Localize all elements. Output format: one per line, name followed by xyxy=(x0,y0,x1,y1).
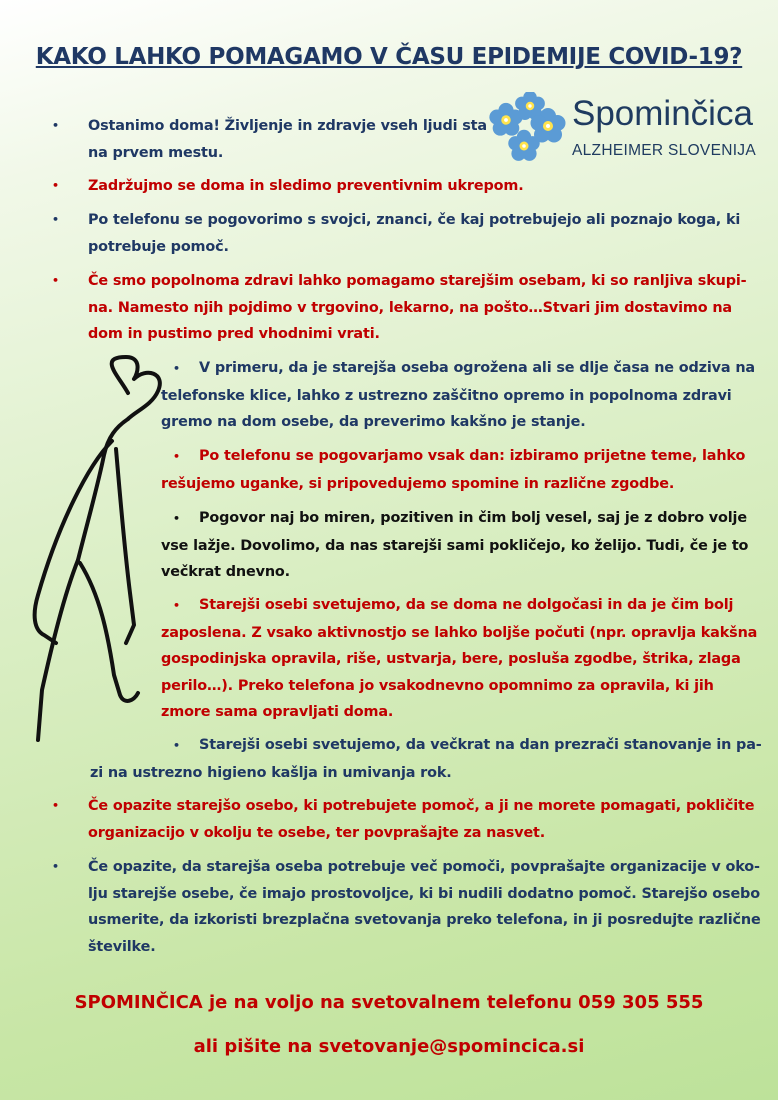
bullet-icon: • xyxy=(173,362,180,375)
email-contact-text: ali pišite na svetovanje@spomincica.si xyxy=(193,1036,585,1057)
helpline-text: SPOMINČICA je na voljo na svetovalnem telefonu 059 305 555 xyxy=(74,992,704,1013)
bullet-icon: • xyxy=(173,739,180,752)
logo-wordmark: Spominčica xyxy=(572,94,753,133)
bullet-icon: • xyxy=(173,450,180,463)
bullet-icon: • xyxy=(52,213,59,226)
list-item: • Po telefonu se pogovarjamo vsak dan: izbiramo prijetne teme, lahko rešujemo uganke, si pripovedujemo spomine in različne zgodbe. xyxy=(161,443,745,497)
list-item: • Če opazite, da starejša oseba potrebuje več pomoči, povprašajte organizacije v oko- lju starejše osebe, če imajo prostovoljce, ki bi nudili dodatno pomoč. Starejšo osebo usmerite, da izkoristi brezplačna svetovanja preko telefona, in ji posredujte različne številke. xyxy=(88,854,761,960)
bullet-icon: • xyxy=(52,799,59,812)
bullet-icon: • xyxy=(173,512,180,525)
list-item: • Pogovor naj bo miren, pozitiven in čim bolj vesel, saj je z dobro volje vse lažje. Dovolimo, da nas starejši sami pokličejo, ko želijo. Tudi, če je to večkrat dnevno. xyxy=(161,505,748,586)
stick-figure-heart-illustration xyxy=(8,345,173,745)
list-item: • V primeru, da je starejša oseba ogrožena ali se dlje časa ne odziva na telefonske klice, lahko z ustrezno zaščitno opremo in popolnoma zdravi gremo na dom osebe, da preverimo kakšno je stanje. xyxy=(161,355,755,436)
spomincica-logo xyxy=(486,92,766,172)
list-item: • Če smo popolnoma zdravi lahko pomagamo starejšim osebam, ki so ranljiva skupi- na. Namesto njih pojdimo v trgovino, lekarno, na pošto…Stvari jim dostavimo na dom in pustimo pred vhodnimi vrati. xyxy=(88,268,746,348)
bullet-icon: • xyxy=(52,119,59,132)
list-item: • Starejši osebi svetujemo, da se doma ne dolgočasi in da je čim bolj zaposlena. Z vsako aktivnostjo se lahko boljše počuti (npr. opravlja kakšna gospodinjska opravila, riše, ustvarja, bere, posluša zgodbe, štrika, zlaga perilo…). Preko telefona jo vsakodnevno opomnimo za opravila, ki jih zmore sama opravljati doma. xyxy=(161,592,757,726)
bullet-icon: • xyxy=(52,860,59,873)
list-item: • Če opazite starejšo osebo, ki potrebujete pomoč, a ji ne morete pomagati, pokličite organizacijo v okolju te osebe, ter povprašajte za nasvet. xyxy=(88,793,754,846)
list-item: • Starejši osebi svetujemo, da večkrat na dan prezrači stanovanje in pa- zi na ustrezno higieno kašlja in umivanja rok. xyxy=(161,732,762,786)
list-item: • Ostanimo doma! Življenje in zdravje vseh ljudi sta na prvem mestu. xyxy=(88,113,487,166)
page-title: KAKO LAHKO POMAGAMO V ČASU EPIDEMIJE COVID-19? xyxy=(35,44,743,70)
logo-subtitle: ALZHEIMER SLOVENIJA xyxy=(572,142,756,159)
list-item: • Zadržujmo se doma in sledimo preventivnim ukrepom. xyxy=(88,173,524,200)
forget-me-not-flowers-icon xyxy=(486,92,576,170)
bullet-icon: • xyxy=(173,599,180,612)
list-item: • Po telefonu se pogovorimo s svojci, znanci, če kaj potrebujejo ali poznajo koga, ki potrebuje pomoč. xyxy=(88,207,740,260)
bullet-icon: • xyxy=(52,274,59,287)
bullet-icon: • xyxy=(52,179,59,192)
